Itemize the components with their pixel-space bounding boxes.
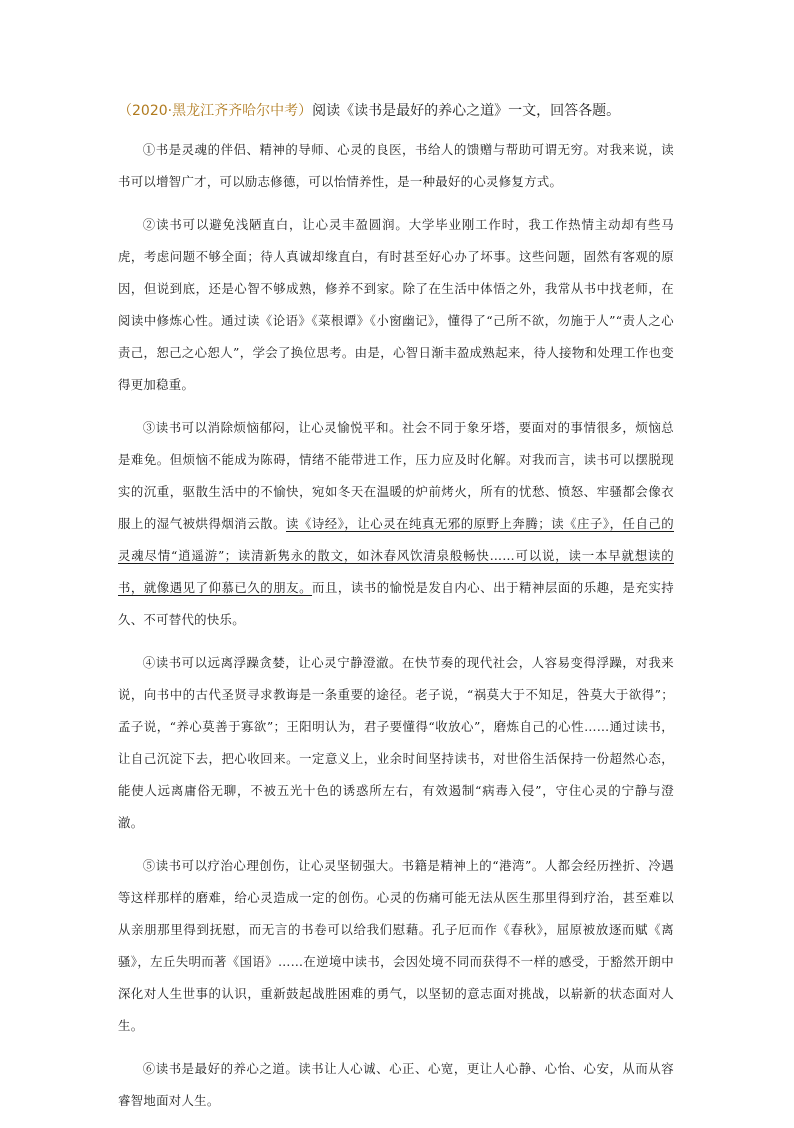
paragraph-text: ⑥读书是最好的养心之道。读书让人心诚、心正、心宽，更让人心静、心怡、心安，从而从容睿智地面对人生。 — [118, 1061, 674, 1108]
paragraph-text: ③读书可以消除烦恼郁闷，让心灵愉悦平和。社会不同于象牙塔，要面对的事情很多，烦恼总是难免。但烦恼不能成为陈碍，情绪不能带进工作，压力应及时化解。对我而言，读书可以摆脱现实的沉重，驱散生活中的不愉快，宛如冬天在温暖的炉前烤火，所有的忧愁、愤怒、牢骚都会像衣服上的湿气被烘得烟消云散。 — [118, 420, 674, 531]
paragraph-text: ④读书可以远离浮躁贪婪，让心灵宁静澄澈。在快节奏的现代社会，人容易变得浮躁，对我来说，向书中的古代圣贤寻求教诲是一条重要的途径。老子说，“祸莫大于不知足，咎莫大于欲得”；孟子说，“养心莫善于寡欲”；王阳明认为，君子要懂得“收放心”，磨炼自己的心性……通过读书，让自己沉淀下去，把心收回来。一定意义上，业余时间坚持读书，对世俗生活保持一份超然心态，能使人远离庸俗无聊，不被五光十色的诱惑所左右，有效遏制“病毒入侵”，守住心灵的宁静与澄澈。 — [118, 655, 674, 830]
paragraph-5 — [118, 850, 674, 1042]
paragraph-6 — [118, 1053, 674, 1117]
paragraph-text: ⑤读书可以疗治心理创伤，让心灵坚韧强大。书籍是精神上的“港湾”。人都会经历挫折、冷遇等这样那样的磨难，给心灵造成一定的创伤。心灵的伤痛可能无法从医生那里得到疗治，甚至难以从亲朋那里得到抚慰，而无言的书卷可以给我们慰藉。孔子厄而作《春秋》，屈原被放逐而赋《离骚》，左丘失明而著《国语》……在逆境中读书，会因处境不同而获得不一样的感受，于豁然开朗中深化对人生世事的认识，重新鼓起战胜困难的勇气，以坚韧的意志面对挑战，以崭新的状态面对人生。 — [118, 858, 674, 1033]
underlined-passage: 读《诗经》，让心灵在纯真无邪的原野上奔腾；读《庄子》，任自己的灵魂尽情“逍遥游”；读清新隽永的散文，如沐春风饮清泉般畅快……可以说，读一本早就想读的书，就像遇见了仰慕已久的朋友。 — [118, 516, 675, 595]
paragraph-3 — [118, 412, 674, 636]
question-heading — [118, 100, 674, 122]
paragraph-text: ②读书可以避免浅陋直白，让心灵丰盈圆润。大学毕业刚工作时，我工作热情主动却有些马虎，考虑问题不够全面；待人真诚却缘直白，有时甚至好心办了坏事。这些问题，固然有客观的原因，但说到底，还是心智不够成熟，修养不到家。除了在生活中体悟之外，我常从书中找老师，在阅读中修炼心性。通过读《论语》《菜根谭》《小窗幽记》，懂得了“己所不欲，勿施于人”“责人之心责己，恕己之心恕人”，学会了换位思考。由是，心智日渐丰盈成熟起来，待人接物和处理工作也变得更加稳重。 — [118, 217, 674, 392]
paragraph-1 — [118, 134, 674, 198]
question-instruction: 阅读《读书是最好的养心之道》一文，回答各题。 — [312, 103, 621, 119]
paragraph-text: ①书是灵魂的伴侣、精神的导师、心灵的良医，书给人的馈赠与帮助可谓无穷。对我来说，读书可以增智广才，可以励志修德，可以怡情养性，是一种最好的心灵修复方式。 — [118, 142, 674, 189]
paragraph-2 — [118, 209, 674, 401]
paragraph-4 — [118, 647, 674, 839]
paragraph-text-tail: 而且，读书的愉悦是发自内心、出于精神层面的乐趣，是充实持久、不可替代的快乐。 — [118, 580, 675, 627]
document-page — [118, 100, 674, 1128]
exam-source-label: （2020·黑龙江齐齐哈尔中考） — [118, 103, 313, 119]
